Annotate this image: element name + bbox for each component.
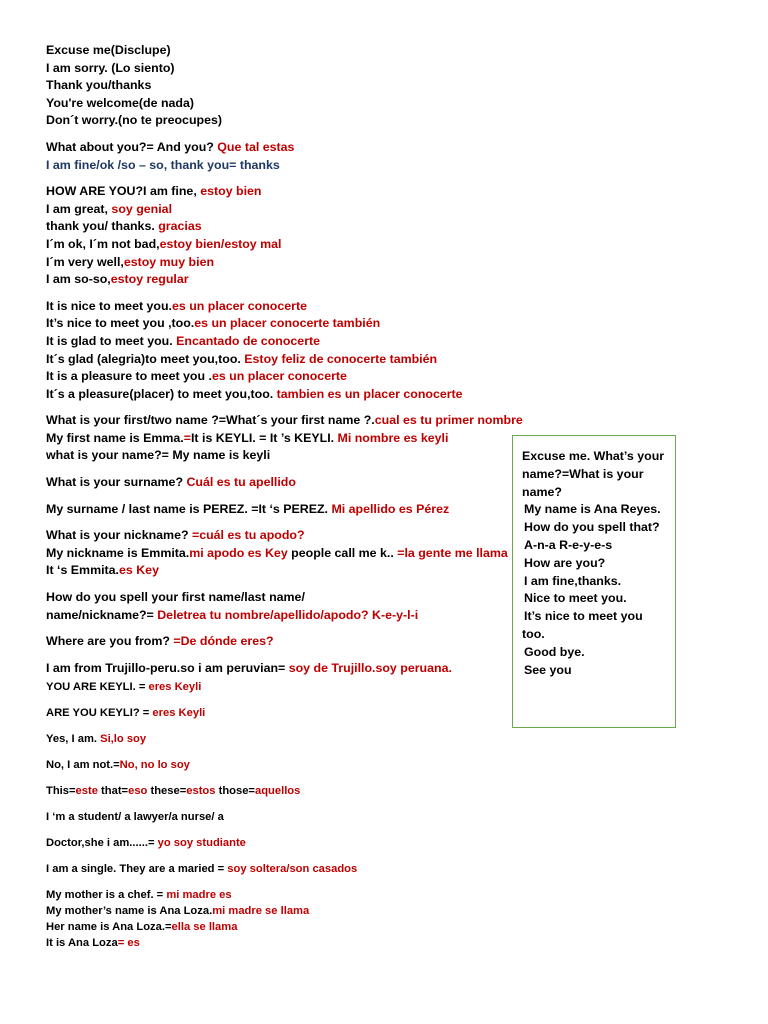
translation-text: No, no lo soy [119,759,190,772]
translation-text: =cuál es tu apodo? [191,528,305,543]
translation-text: yo soy studiante [157,837,246,850]
phrase-line [46,183,746,201]
dialogue-line [522,537,667,555]
dialogue-text: Excuse me. What’s your name?=What is your name? [522,449,665,499]
phrase-line [46,60,746,78]
phrase-line [46,835,746,851]
english-text: I am sorry. (Lo siento) [46,60,175,75]
english-text: What about you?= And you? [46,139,218,154]
english-text: It is Ana Loza [46,937,118,950]
translation-text: eso [128,785,148,798]
dialogue-text: I am fine,thanks. [524,573,622,588]
translation-text: = [183,430,191,445]
translation-text: Estoy feliz de conocerte también [244,351,438,366]
english-text: I am great, [46,201,112,216]
phrase-line [46,903,746,919]
english-text: I´m ok, I´m not bad, [46,236,160,251]
phrase-line [46,386,746,404]
phrase-line [46,218,746,236]
english-text: No, I am not.= [46,759,120,772]
english-text: I am a single. They are a maried = [46,863,228,876]
english-text: what is your name?= My name is keyli [46,448,271,463]
dialogue-text: It’s nice to meet you too. [522,609,643,641]
translation-text: soy soltera/son casados [227,863,358,876]
english-text: My first name is Emma. [46,430,184,445]
phrase-line [46,112,746,130]
phrase-line [46,42,746,60]
dialogue-line [522,448,667,501]
translation-text: es un placer conocerte [172,298,307,313]
section-gap [46,877,746,887]
section-gap [46,825,746,835]
english-text: these= [147,785,187,798]
translation-text: es un placer conocerte también [194,316,381,331]
phrase-line [46,333,746,351]
english-text: I ‘m a student/ a lawyer/a nurse/ a [46,811,224,824]
english-text: YOU ARE KEYLI. = [46,681,149,694]
translation-text: soy genial [111,201,173,216]
english-text: Her name is Ana Loza.= [46,921,172,934]
english-text: that= [97,785,129,798]
english-text: thank you/ thanks. [46,219,159,234]
english-text: It is glad to meet you. [46,333,177,348]
translation-text: =De dónde eres? [173,634,274,649]
translation-text: mi apodo es Key [189,545,288,560]
translation-text: = es [117,937,140,950]
dialogue-line [522,608,667,644]
english-text: It’s nice to meet you ,too. [46,316,195,331]
dialogue-line [522,519,667,537]
section-gap [46,174,746,183]
english-text: My mother’s name is Ana Loza. [46,905,213,918]
english-text: I am from Trujillo-peru.so i am peruvian= [46,660,289,675]
translation-text: Deletrea tu nombre/apellido/apodo? K-e-y-l-i [157,607,419,622]
english-text: What is your nickname? [46,528,192,543]
dialogue-line [522,644,667,662]
section-gap [46,851,746,861]
phrase-line [46,254,746,272]
translation-text: estoy regular [110,272,189,287]
english-text: Doctor,she i am......= [46,837,158,850]
english-text: Yes, I am. [46,733,101,746]
translation-text: =la gente me llama [397,545,508,560]
translation-text: es Key [119,563,159,578]
phrase-line [46,887,746,903]
section-gap [46,747,746,757]
section-gap [46,799,746,809]
translation-text: tambien es un placer conocerte [276,386,463,401]
phrase-line [46,783,746,799]
english-text: Don´t worry.(no te preocupes) [46,113,222,128]
english-text: ARE YOU KEYLI? = [46,707,153,720]
dialogue-text: Nice to meet you. [524,591,627,606]
phrase-line [46,315,746,333]
translation-text: Mi apellido es Pérez [331,501,450,516]
translation-text: mi madre se llama [212,905,310,918]
dialogue-text: A-n-a R-e-y-e-s [524,537,613,552]
translation-text: este [75,785,98,798]
english-text: It is KEYLI. = It ’s KEYLI. [190,430,338,445]
english-text: Excuse me(Disclupe) [46,43,171,57]
english-text: It is a pleasure to meet you . [46,369,212,384]
english-text: What is your surname? [46,475,187,490]
phrase-line [46,919,746,935]
section-gap [46,130,746,139]
phrase-line [46,298,746,316]
phrase-line [46,351,746,369]
english-text: How do you spell your first name/last name/ [46,590,305,605]
phrase-line [46,77,746,95]
translation-text: eres Keyli [148,681,202,694]
dialogue-line [522,501,667,519]
dialogue-line [522,590,667,608]
dialogue-line [522,662,667,680]
english-text: I am fine/ok /so – so, thank you= thanks [46,157,280,172]
dialogue-text: How are you? [524,555,606,570]
translation-text: eres Keyli [152,707,206,720]
dialogue-text: Good bye. [524,644,585,659]
phrase-line [46,861,746,877]
english-text: Where are you from? [46,634,174,649]
phrase-line [46,236,746,254]
translation-text: Cuál es tu apellido [186,475,296,490]
translation-text: estoy bien [200,184,262,199]
phrase-line [46,935,746,951]
english-text: It is nice to meet you. [46,298,172,313]
dialogue-line [522,555,667,573]
english-text: My mother is a chef. = [46,889,167,902]
dialogue-box [512,435,676,728]
phrase-line [46,368,746,386]
english-text: I am so-so, [46,272,111,287]
translation-text: Mi nombre es keyli [337,430,449,445]
translation-text: ella se llama [171,921,238,934]
phrase-line [46,731,746,747]
translation-text: aquellos [254,785,301,798]
english-text: It´s a pleasure(placer) to meet you,too. [46,386,277,401]
english-text: Thank you/thanks [46,78,152,93]
english-text: You're welcome(de nada) [46,95,194,110]
translation-text: mi madre es [166,889,232,902]
phrase-line [46,412,746,430]
section-gap [46,773,746,783]
phrase-line [46,95,746,113]
translation-text: Que tal estas [217,139,295,154]
translation-text: es un placer conocerte [211,369,347,384]
translation-text: Encantado de conocerte [176,333,321,348]
english-text: those= [215,785,255,798]
translation-text: estos [186,785,216,798]
translation-text: soy de Trujillo.soy peruana. [288,660,452,675]
dialogue-line [522,573,667,591]
english-text: HOW ARE YOU?I am fine, [46,184,201,199]
english-text: I´m very well, [46,254,124,269]
section-gap [46,403,746,412]
phrase-line [46,271,746,289]
phrase-line [46,139,746,157]
section-gap [46,289,746,298]
dialogue-text: How do you spell that? [524,520,660,535]
english-text: What is your first/two name ?=What´s your first name ?. [46,413,375,428]
english-text: people call me k.. [287,545,398,560]
english-text: My surname / last name is PEREZ. =It ‘s PEREZ. [46,501,332,516]
dialogue-text: See you [524,662,572,677]
phrase-line [46,157,746,175]
english-text: It ‘s Emmita. [46,563,119,578]
english-text: It´s glad (alegria)to meet you,too. [46,351,245,366]
phrase-line [46,809,746,825]
translation-text: estoy muy bien [123,254,215,269]
phrase-line [46,757,746,773]
translation-text: Si,lo soy [100,733,147,746]
translation-text: estoy bien/estoy mal [159,236,282,251]
translation-text: cual es tu primer nombre [374,413,523,428]
phrase-line [46,201,746,219]
translation-text: gracias [158,219,202,234]
dialogue-text: My name is Ana Reyes. [524,502,661,517]
english-text: name/nickname?= [46,607,158,622]
english-text: This= [46,785,76,798]
english-text: My nickname is Emmita. [46,545,190,560]
